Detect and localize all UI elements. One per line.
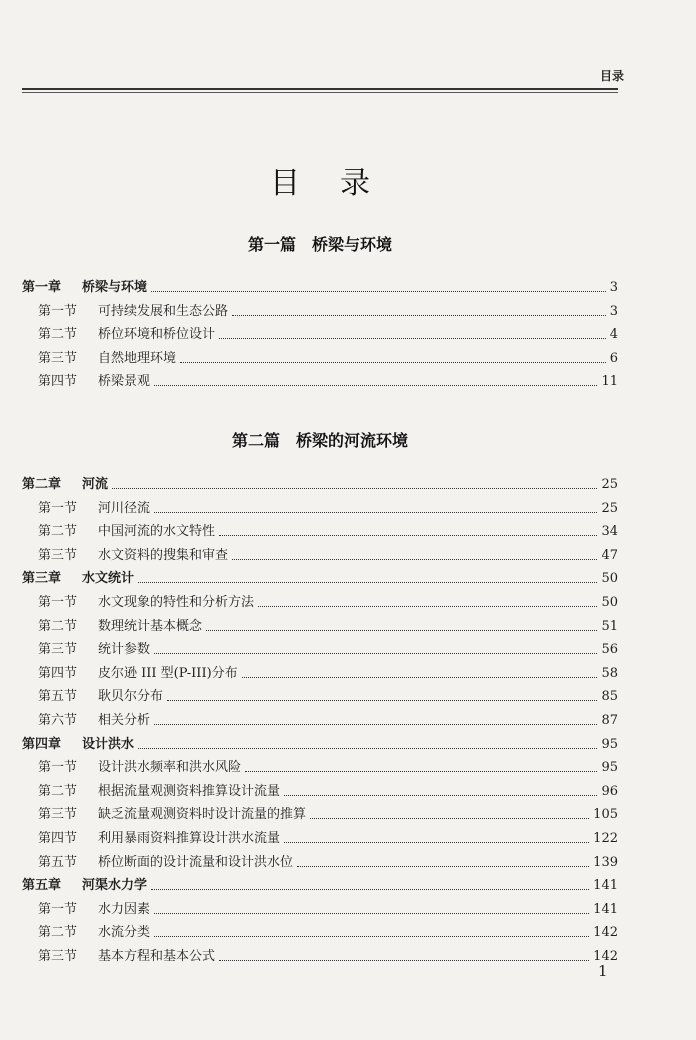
dot-leader (232, 559, 597, 560)
entry-number: 第五节 (38, 689, 78, 705)
toc-chapter-entry[interactable] (22, 563, 618, 587)
entry-title: 桥位环境和桥位设计 (98, 327, 216, 343)
entry-number: 第四节 (38, 374, 78, 390)
entry-page-number: 142 (593, 925, 618, 941)
entry-page-number: 11 (601, 374, 618, 390)
dot-leader (138, 582, 597, 583)
entry-page-number: 141 (593, 901, 618, 917)
entry-title: 相关分析 (98, 713, 151, 728)
entry-title: 统计参数 (98, 642, 151, 658)
entry-title: 利用暴雨资料推算设计洪水流量 (98, 831, 281, 846)
entry-title: 自然地理环境 (98, 350, 177, 366)
toc-section-entry[interactable] (22, 343, 618, 367)
entry-page-number: 50 (601, 571, 618, 587)
entry-page-number: 6 (609, 350, 618, 366)
entry-number: 第三章 (22, 571, 62, 587)
entry-title: 桥梁与环境 (82, 280, 148, 295)
entry-page-number: 25 (601, 477, 618, 492)
part-heading (0, 428, 640, 451)
toc-section-entry[interactable] (22, 634, 618, 658)
entry-page-number: 85 (601, 689, 618, 705)
dot-leader (258, 606, 597, 607)
dot-leader (284, 842, 589, 843)
entry-number: 第五章 (22, 878, 62, 894)
page-title: 目录 (270, 166, 410, 201)
entry-page-number: 34 (601, 524, 618, 540)
dot-leader (206, 630, 597, 631)
dot-leader (154, 913, 589, 914)
toc-section-entry[interactable] (22, 611, 618, 635)
entry-title: 皮尔逊 III 型(P-III)分布 (98, 665, 238, 681)
entry-title: 桥位断面的设计流量和设计洪水位 (98, 854, 294, 870)
entry-number: 第三节 (38, 547, 78, 563)
entry-title: 河流 (82, 477, 109, 492)
entry-number: 第三节 (38, 807, 78, 823)
toc-section-entry[interactable] (22, 493, 618, 517)
entry-title: 水文现象的特性和分析方法 (98, 595, 255, 610)
entry-page-number: 51 (601, 618, 618, 634)
dot-leader (112, 488, 597, 489)
running-header: 目录 (599, 69, 624, 83)
entry-title: 水力因素 (98, 901, 151, 917)
entry-number: 第一节 (38, 901, 78, 917)
toc-section-entry[interactable] (22, 587, 618, 611)
dot-leader (154, 936, 589, 937)
entry-title: 可持续发展和生态公路 (98, 303, 229, 319)
entry-page-number: 25 (601, 500, 618, 516)
toc-section-entry[interactable] (22, 752, 618, 776)
entry-number: 第三节 (38, 350, 78, 366)
entry-number: 第一节 (38, 595, 78, 610)
entry-page-number: 87 (601, 713, 618, 728)
dot-leader (219, 960, 589, 961)
entry-title: 设计洪水频率和洪水风险 (98, 760, 242, 776)
entry-title: 缺乏流量观测资料时设计流量的推算 (98, 807, 307, 823)
toc-section-entry[interactable] (22, 681, 618, 705)
page-number: 1 (598, 962, 608, 980)
entry-title: 根据流量观测资料推算设计流量 (98, 783, 281, 799)
part-heading (0, 232, 640, 255)
entry-title: 桥梁景观 (98, 374, 151, 390)
entry-number: 第四节 (38, 831, 78, 846)
toc-chapter-entry[interactable] (22, 870, 618, 894)
header-rule (22, 88, 618, 90)
dot-leader (154, 385, 597, 386)
dot-leader (154, 653, 597, 654)
entry-number: 第一章 (22, 280, 62, 295)
entry-title: 中国河流的水文特性 (98, 524, 216, 540)
entry-page-number: 3 (609, 280, 618, 295)
entry-number: 第二节 (38, 524, 78, 540)
dot-leader (310, 818, 589, 819)
entry-number: 第二章 (22, 477, 62, 492)
entry-page-number: 95 (601, 760, 618, 776)
toc-section-entry[interactable] (22, 705, 618, 729)
toc-section-entry[interactable] (22, 516, 618, 540)
entry-page-number: 3 (609, 303, 618, 319)
entry-title: 河川径流 (98, 500, 151, 516)
entry-page-number: 141 (593, 878, 618, 894)
entry-number: 第四章 (22, 736, 62, 752)
toc-section-entry[interactable] (22, 366, 618, 390)
toc-section-entry[interactable] (22, 894, 618, 918)
dot-leader (242, 677, 598, 678)
dot-leader (297, 866, 589, 867)
toc-section-entry[interactable] (22, 799, 618, 823)
part-title: 桥梁的河流环境 (296, 431, 409, 450)
entry-page-number: 50 (601, 595, 618, 610)
dot-leader (232, 315, 606, 316)
entry-number: 第二节 (38, 327, 78, 343)
dot-leader (180, 362, 606, 363)
toc-section-entry[interactable] (22, 296, 618, 320)
toc-chapter-entry[interactable] (22, 469, 618, 493)
entry-number: 第一节 (38, 760, 78, 776)
dot-leader (284, 795, 597, 796)
toc-section-entry[interactable] (22, 540, 618, 564)
entry-page-number: 58 (601, 665, 618, 681)
entry-page-number: 142 (593, 949, 618, 964)
entry-page-number: 95 (601, 736, 618, 752)
entry-title: 耿贝尔分布 (98, 689, 164, 705)
toc-section-entry[interactable] (22, 776, 618, 800)
toc-section-entry[interactable] (22, 941, 618, 965)
toc-section-entry[interactable] (22, 847, 618, 871)
dot-leader (219, 338, 606, 339)
entry-page-number: 96 (601, 783, 618, 799)
toc-section-entry[interactable] (22, 658, 618, 682)
entry-title: 基本方程和基本公式 (98, 949, 216, 964)
entry-title: 数理统计基本概念 (98, 618, 203, 634)
entry-page-number: 47 (601, 547, 618, 563)
entry-title: 河渠水力学 (82, 878, 148, 894)
entry-number: 第二节 (38, 925, 78, 941)
entry-page-number: 139 (593, 854, 618, 870)
header-rule-thin (22, 92, 618, 93)
entry-page-number: 4 (609, 327, 618, 343)
dot-leader (138, 748, 597, 749)
toc-section-entry[interactable] (22, 319, 618, 343)
entry-number: 第二节 (38, 783, 78, 799)
dot-leader (219, 535, 597, 536)
dot-leader (154, 512, 597, 513)
entry-page-number: 105 (593, 807, 618, 823)
entry-number: 第四节 (38, 665, 78, 681)
toc-section-entry[interactable] (22, 917, 618, 941)
entry-number: 第三节 (38, 949, 78, 964)
toc-chapter-entry[interactable] (22, 272, 618, 296)
entry-title: 水文统计 (82, 571, 135, 587)
entry-number: 第五节 (38, 854, 78, 870)
entry-title: 水文资料的搜集和审查 (98, 547, 229, 563)
entry-number: 第一节 (38, 303, 78, 319)
toc-section-entry[interactable] (22, 823, 618, 847)
dot-leader (167, 700, 597, 701)
part-number: 第二篇 (231, 431, 280, 450)
toc-chapter-entry[interactable] (22, 729, 618, 753)
entry-number: 第二节 (38, 618, 78, 634)
entry-page-number: 122 (593, 831, 618, 846)
part-number: 第一篇 (247, 235, 296, 254)
dot-leader (245, 771, 597, 772)
entry-number: 第三节 (38, 642, 78, 658)
entry-title: 设计洪水 (82, 736, 135, 752)
dot-leader (151, 889, 589, 890)
entry-page-number: 56 (601, 642, 618, 658)
dot-leader (154, 724, 597, 725)
entry-number: 第六节 (38, 713, 78, 728)
part-title: 桥梁与环境 (312, 235, 393, 254)
entry-number: 第一节 (38, 500, 78, 516)
entry-title: 水流分类 (98, 925, 151, 941)
dot-leader (151, 291, 606, 292)
